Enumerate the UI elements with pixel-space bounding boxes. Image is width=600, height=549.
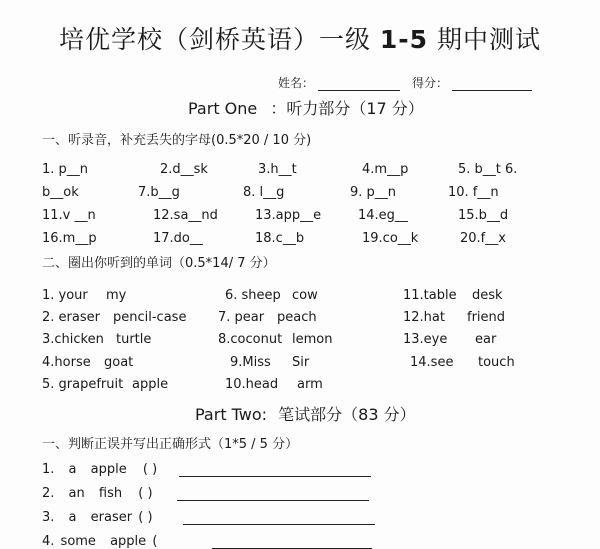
s2-cell: 1. your	[42, 288, 88, 303]
item-word-b: apple	[110, 534, 147, 549]
judge-item	[42, 486, 369, 501]
score-blank[interactable]	[452, 78, 532, 91]
part-two-heading	[195, 402, 416, 425]
s2-cell: 2. eraser	[42, 310, 100, 325]
answer-blank[interactable]	[177, 488, 369, 501]
item-word-a: some	[60, 534, 96, 549]
s2-cell: cow	[292, 288, 318, 303]
s1-cell: 9. p__n	[350, 185, 397, 200]
s2-cell: arm	[297, 377, 323, 392]
s2-cell: 4.horse	[42, 355, 91, 370]
s2-cell: lemon	[292, 332, 333, 347]
s1-cell: 14.eg__	[358, 208, 408, 223]
s1-cell: 17.do__	[153, 231, 203, 246]
part-two-label: Part Two:	[195, 405, 268, 424]
part-one-desc: ：听力部分（17 分）	[270, 99, 424, 118]
name-label: 姓名：	[278, 76, 315, 90]
s1-cell: 20.f__x	[460, 231, 506, 246]
item-paren[interactable]: (	[152, 534, 158, 549]
s1-cell: 5. b__t 6.	[458, 162, 518, 177]
item-word-b: eraser	[90, 510, 133, 525]
title-tail: 期中测试	[437, 25, 542, 54]
item-number: 2.	[42, 486, 55, 501]
s1-cell: 16.m__p	[42, 231, 97, 246]
section-2-heading: 二、圈出你听到的单词（0.5*14/ 7 分）	[42, 256, 276, 271]
title-grade-range: 1-5	[379, 25, 429, 54]
s1-cell: 1. p__n	[42, 162, 89, 177]
s1-cell: 18.c__b	[255, 231, 305, 246]
s2-cell: my	[106, 288, 127, 303]
s2-cell: 6. sheep	[225, 288, 281, 303]
part-one-heading	[188, 96, 424, 119]
s1-cell: 12.sa__nd	[153, 208, 218, 223]
s2-cell: turtle	[116, 332, 152, 347]
score-label: 得分：	[412, 76, 449, 90]
part-one-label: Part One	[188, 99, 258, 118]
name-blank[interactable]	[318, 78, 400, 91]
title-main: 培优学校（剑桥英语）一级	[58, 25, 371, 54]
s1-cell: b__ok	[42, 185, 79, 200]
item-paren[interactable]: ( )	[138, 486, 153, 501]
s2-cell: 5. grapefruit	[42, 377, 124, 392]
item-word-a: a	[68, 510, 77, 525]
s1-cell: 7.b__g	[138, 185, 180, 200]
s1-cell: 10. f__n	[448, 185, 499, 200]
s2-cell: 14.see	[410, 355, 454, 370]
s2-cell: 3.chicken	[42, 332, 104, 347]
s2-cell: peach	[277, 310, 317, 325]
s2-cell: apple	[132, 377, 169, 392]
s1-cell: 11.v __n	[42, 208, 96, 223]
s2-cell: 8.coconut	[218, 332, 283, 347]
judge-item	[42, 462, 371, 477]
s1-cell: 15.b__d	[458, 208, 509, 223]
s2-cell: friend	[467, 310, 506, 325]
section-3-heading: 一、判断正误并写出正确形式（1*5 / 5 分）	[42, 437, 299, 452]
s1-cell: 3.h__t	[258, 162, 297, 177]
part-two-desc: 笔试部分（83 分）	[278, 405, 416, 424]
s1-cell: 8. l__g	[243, 185, 285, 200]
item-paren[interactable]: ( )	[138, 510, 153, 525]
answer-blank[interactable]	[212, 536, 372, 549]
item-word-a: an	[68, 486, 85, 501]
section-1-heading: 一、听录音，补充丢失的字母(0.5*20 / 10 分)	[42, 133, 312, 148]
answer-blank[interactable]	[183, 512, 375, 525]
item-word-b: fish	[98, 486, 123, 501]
s2-cell: 9.Miss	[230, 355, 271, 370]
s2-cell: touch	[478, 355, 515, 370]
score-field-group	[412, 74, 532, 91]
item-paren[interactable]: ( )	[142, 462, 158, 477]
item-number: 4.	[42, 534, 55, 549]
s2-cell: 7. pear	[218, 310, 265, 325]
s2-cell: 12.hat	[403, 310, 445, 325]
item-number: 1.	[42, 462, 55, 477]
answer-blank[interactable]	[179, 464, 371, 477]
judge-item	[42, 510, 375, 525]
item-number: 3.	[42, 510, 55, 525]
page-title	[0, 20, 600, 56]
s2-cell: Sir	[292, 355, 310, 370]
s2-cell: 13.eye	[403, 332, 448, 347]
item-word-a: a	[68, 462, 77, 477]
s1-cell: 2.d__sk	[160, 162, 208, 177]
s2-cell: ear	[475, 332, 497, 347]
s1-cell: 13.app__e	[255, 208, 322, 223]
s1-cell: 19.co__k	[362, 231, 419, 246]
s1-cell: 4.m__p	[362, 162, 409, 177]
s2-cell: 10.head	[225, 377, 279, 392]
s2-cell: 11.table	[403, 288, 457, 303]
s2-cell: goat	[104, 355, 134, 370]
judge-item	[42, 534, 372, 549]
s2-cell: desk	[472, 288, 503, 303]
s2-cell: pencil-case	[113, 310, 187, 325]
name-field-group	[278, 74, 400, 91]
item-word-b: apple	[90, 462, 127, 477]
